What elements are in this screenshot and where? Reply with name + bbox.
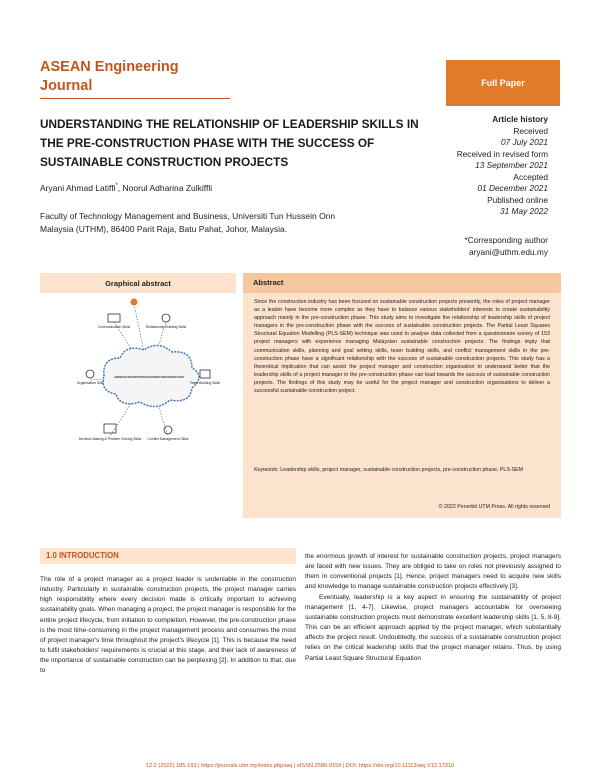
abstract-heading: Abstract <box>243 273 561 293</box>
node-conflict: Conflict Management Skills <box>147 437 189 441</box>
team-building-icon <box>200 370 210 378</box>
article-history <box>420 114 548 218</box>
section-heading-introduction: 1.0 INTRODUCTION <box>40 548 296 564</box>
affiliation: Faculty of Technology Management and Business, Universiti Tun Hussein Onn Malaysia (UTHM), 86400 Parit Raja, Batu Pahat, Johor, Malaysia. <box>40 211 336 234</box>
cloud-text: LEADERSHIP SKILLS IN PRE-CONSTRUCTION PHASE FOR SUSTAINABLE CONSTRUCTION PROJECT SUCCESS <box>114 375 184 379</box>
author-primary: Aryani Ahmad Latiffi <box>40 183 116 193</box>
corresponding-mark: * <box>115 183 118 190</box>
intro-right-column <box>305 552 561 664</box>
corresponding-email[interactable]: aryani@uthm.edu.my <box>469 247 548 257</box>
decision-icon <box>104 424 116 433</box>
organisation-icon <box>86 370 94 378</box>
journal-name <box>40 58 230 99</box>
keywords-list: Leadership skills, project manager, sustainable construction projects, pre-construction phase, PLS-SEM <box>280 467 524 473</box>
node-team-building: Team Building Skills <box>189 381 221 385</box>
journal-name-line2: Journal <box>40 78 93 94</box>
communication-icon <box>108 314 120 322</box>
corresponding-label: *Corresponding author <box>464 235 548 245</box>
author-secondary: , Noorul Adharina Zulkiffli <box>117 183 213 193</box>
abstract-text: Since the construction industry has been focused on sustainable construction projects presently, the roles of project manager as a leader have become more complex as they have to balance various stakeholders' interests to create sustainability approach mainly in the pre-construction phase. This study aims to investigate the relationship of leadership skills of project managers in the pre-construction phase with the success of sustainable construction projects. The Partial Least Squares Structural Equation Modelling (PLS-SEM) technique was used to analyse data collected from a questionnaire survey of 153 project managers with experience managing Malaysian sustainable construction projects. The findings imply that communication skills, planning and goal setting skills, team building skills, and conflict management skills in the pre-construction phase have a significant relationship with the success of sustainable construction projects. This study has a theoretical implication that can assist the project manager and construction organisation to understand better that the leadership skills of a project manager in the pre-construction phase can lead towards the success of sustainable construction projects. The findings of this study may be useful for the project manager and construction organisations to deliver a successful sustainable construction project. <box>254 299 550 395</box>
intro-paragraph-2: the enormous growth of interest for sustainable construction projects, project managers are faced with new issues. They are obliged to take on roles not previously assigned to them in conventional projects [1]. Hence, project managers need to acquire new skills and knowledge to manage sustainable construction projects effectively [3]. <box>305 553 561 591</box>
graphical-abstract-figure <box>74 296 224 486</box>
full-paper-badge: Full Paper <box>446 60 560 106</box>
journal-name-line1: ASEAN Engineering <box>40 59 179 75</box>
accepted-label: Accepted <box>513 171 548 182</box>
intro-paragraph-1: The role of a project manager as a project leader is undeniable in the construction industry. Particularly in sustainable construction projects, the project manager carries high responsibility where every decision made is critically important to achieving sustainability goals. When managing a project, the project manager is responsible for the entire project lifecycle, from initiation to completion. However, the pre-construction phase is the most time-consuming in the project management process and consumes the most of project manager's time throughout the project's lifecycle [1]. This is because the need to fulfil stakeholders' requirements is crucial at this stage, and their lack of awareness of the importance of sustainable construction can be perplexing [2]. In addition to that, due to <box>40 576 296 675</box>
node-relationship: Relationship Building Skills <box>145 325 187 329</box>
graphical-abstract-heading: Graphical abstract <box>40 273 236 293</box>
received-date: 07 July 2021 <box>500 137 548 147</box>
node-organisation: Organisation Skill <box>76 381 104 385</box>
keywords <box>254 466 550 474</box>
relationship-icon <box>162 314 170 322</box>
published-date: 31 May 2022 <box>500 206 548 216</box>
corresponding-author <box>420 234 548 258</box>
intro-left-column <box>40 575 296 677</box>
node-communication: Communication Skills <box>97 325 131 329</box>
keywords-label: Keywords: <box>254 467 279 473</box>
revised-date: 13 September 2021 <box>475 160 548 170</box>
accepted-date: 01 December 2021 <box>477 183 548 193</box>
published-label: Published online <box>487 194 548 205</box>
article-title: UNDERSTANDING THE RELATIONSHIP OF LEADERSHIP SKILLS IN THE PRE-CONSTRUCTION PHASE WITH THE SUCCESS OF SUSTAINABLE CONSTRUCTION PROJECTS <box>40 117 419 169</box>
received-label: Received <box>513 125 548 136</box>
conflict-icon <box>164 426 172 434</box>
page-footer: 12:2 (2022) 185-193 | https://journals.utm.my/index.php/aej | eISSN 2586-9159 | DOI: https://doi.org/10.11113/aej.V12.17310 <box>145 763 455 769</box>
copyright-notice: © 2022 Penerbit UTM Press. All rights reserved <box>438 504 550 510</box>
author-list <box>40 183 212 193</box>
revised-label: Received in revised form <box>456 148 548 159</box>
history-title: Article history <box>492 114 548 124</box>
node-decision: Decision Making & Problem Solving Skills <box>78 437 142 441</box>
intro-paragraph-3: Eventually, leadership is a key aspect in ensuring the sustainability of project management [1, 4-7]. Likewise, project managers accountable for overseeing sustainable construction projects must demonstrate excellent leadership skills [1, 5, 8-9]. This can be an efficient approach applied by the project manager, which substantially affects the project result. Undoubtedly, the success of a sustainable construction project relies on the critical leadership skills that the project manager retains. Thus, by using Partial Least Square Structural Equation <box>305 593 561 662</box>
